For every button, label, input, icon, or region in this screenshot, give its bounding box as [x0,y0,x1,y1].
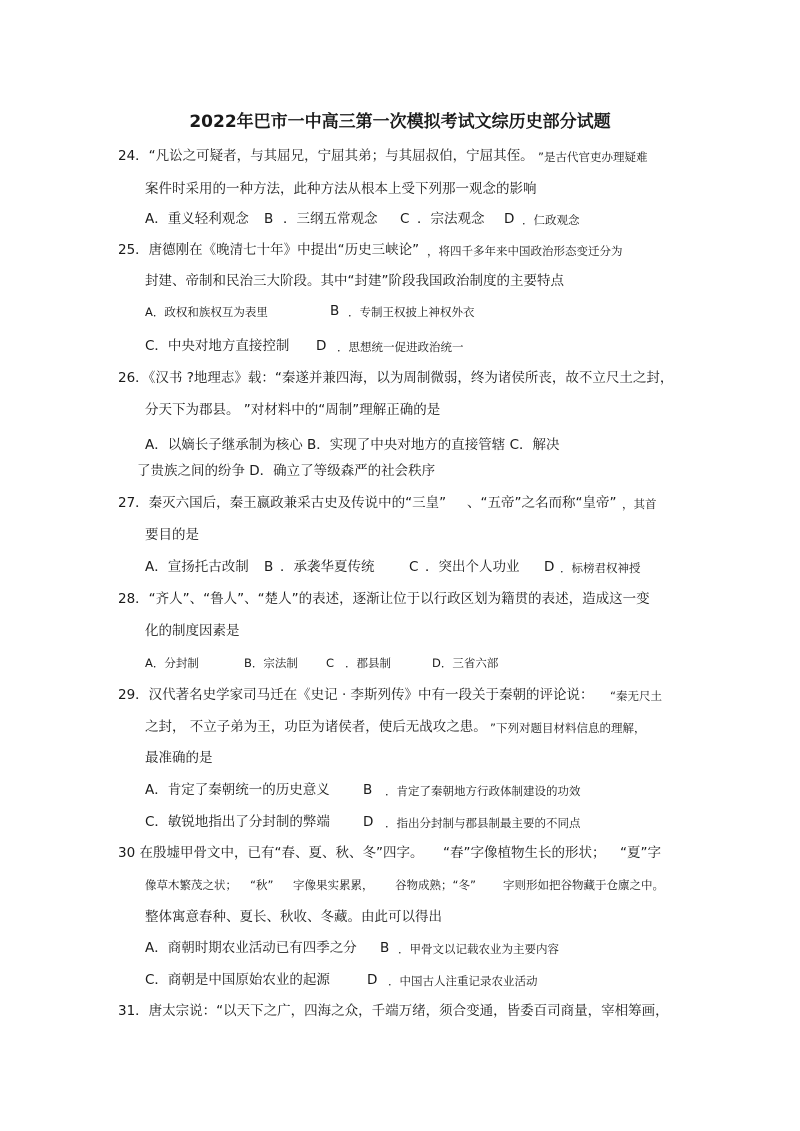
question-text: 28．“齐人”、“鲁人”、“楚人”的表述，逐渐让位于以行政区划为籍贯的表述，造成这一变 [118,591,650,607]
question-text: ，将四千多年来中国政治形态变迁分为 [427,244,623,258]
option-a: A．重义轻利观念 [145,211,249,227]
option-c-letter: C [400,211,410,227]
option-d: ．思想统一促进政治统一 [337,340,464,354]
question-text: 25．唐德刚在《晚清七十年》中提出“历史三峡论” [118,242,420,258]
option-c: ．郡县制 [345,656,391,670]
option-a: A．肯定了秦朝统一的历史意义 [145,782,330,798]
option-d: ．仁政观念 [522,213,580,227]
question-text: 字则形如把谷物藏于仓廪之中。 [503,878,664,892]
question-text: 之封， 不立子弟为王，功臣为诸侯者，使后无战攻之患。 [145,719,487,735]
option-d-letter: D [367,972,378,988]
option-b-letter: B [264,211,274,227]
question-text: 29．汉代著名史学家司马迁在《史记 · 李斯列传》中有一段关于秦朝的评论说： [118,687,594,703]
question-text: 24．“凡讼之可疑者，与其屈兄，宁屈其弟；与其屈叔伯，宁屈其侄。 [118,148,534,164]
option-d-letter: D [316,338,327,354]
option-d-letter: D [363,814,374,830]
question-text: 封建、帝制和民治三大阶段。其中“封建”阶段我国政治制度的主要特点 [145,273,564,289]
option-b: B．宗法制 [244,656,298,670]
question-text: 案件时采用的一种方法，此种方法从根本上受下列那一观念的影响 [145,181,537,197]
question-text: 字像果实累累， [293,878,374,892]
question-text: “春”字像植物生长的形状； [443,845,606,861]
option-c: C．商朝是中国原始农业的起源 [145,972,330,988]
option-b: ．三纲五常观念 [283,211,378,227]
option-c: ．突出个人功业 [425,559,520,575]
option-b: ．承袭华夏传统 [280,559,375,575]
option-a: A．政权和族权互为表里 [145,305,268,319]
option-d-letter: D [544,559,555,575]
option-b-letter: B [330,303,340,319]
option-a: A．商朝时期农业活动已有四季之分 [145,940,357,956]
question-text: 30 在殷墟甲骨文中，已有“春、夏、秋、冬”四字。 [118,845,424,861]
question-text: 27．秦灭六国后，秦王嬴政兼采古史及传说中的“三皇” [118,495,447,511]
option-b-letter: B [380,940,390,956]
question-text: 整体寓意春种、夏长、秋收、冬藏。由此可以得出 [145,909,442,925]
option-d: ．指出分封制与郡县制最主要的不同点 [385,816,581,830]
option-b: ．肯定了秦朝地方行政体制建设的功效 [385,784,581,798]
question-text: “夏”字 [620,845,661,861]
option-b: ．专制王权披上神权外衣 [348,305,475,319]
question-text: ，其首 [622,497,657,511]
question-text: 26．《汉书 ?地理志》载：“秦遂并兼四海，以为周制微弱，终为诸侯所丧，故不立尺土之封， [118,370,674,386]
question-text: “秋” [250,878,274,892]
question-text: 谷物成熟；“冬” [395,878,476,892]
question-text: 最准确的是 [145,750,213,766]
option-b-letter: B [363,782,373,798]
question-text: “秦无尺土 [610,689,662,703]
question-text: 要目的是 [145,527,199,543]
option-c-letter: C [409,559,419,575]
question-text: 31．唐太宗说：“以天下之广，四海之众，千端万绪，须合变通，皆委百司商量，宰相筹画， [118,1003,669,1019]
question-text: ”下列对题目材料信息的理解， [490,721,646,735]
question-text: 、“五帝”之名而称“皇帝” [467,495,617,511]
option-d: ．标榜君权神授 [560,561,641,575]
option-a: A．宣扬托古改制 [145,559,249,575]
option-b: ．甲骨文以记载农业为主要内容 [398,942,559,956]
options-line-2: 了贵族之间的纷争 D．确立了等级森严的社会秩序 [137,463,436,479]
option-c: C．敏锐地指出了分封制的弊端 [145,814,330,830]
page-title: 2022年巴市一中高三第一次模拟考试文综历史部分试题 [189,112,611,132]
options-line-1: A．以嫡长子继承制为核心 B．实现了中央对地方的直接管辖 C．解决 [145,437,560,453]
option-c: ．宗法观念 [417,211,485,227]
option-c: C．中央对地方直接控制 [145,338,290,354]
question-text: 分天下为郡县。 ”对材料中的“周制”理解正确的是 [145,402,441,418]
question-text: 化的制度因素是 [145,623,240,639]
option-c-letter: C [326,656,335,670]
question-text: ”是古代官吏办理疑难 [538,150,648,164]
option-d: ．中国古人注重记录农业活动 [388,974,538,988]
option-d-letter: D [504,211,515,227]
option-d: D．三省六部 [432,656,499,670]
option-a: A．分封制 [145,656,199,670]
option-b-letter: B [264,559,274,575]
question-text: 像草木繁茂之状； [145,878,237,892]
